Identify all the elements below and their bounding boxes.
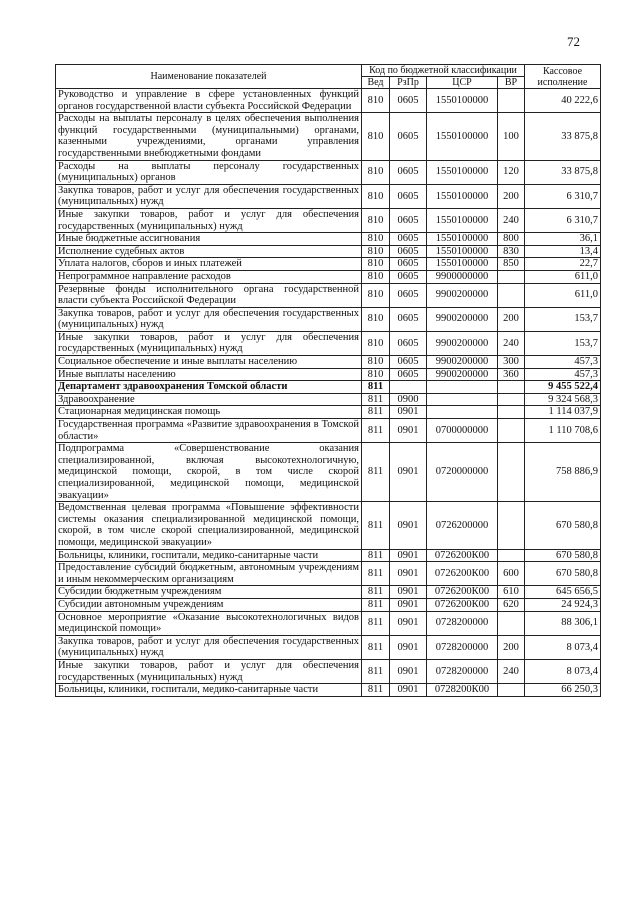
row-amount: 36,1 — [525, 233, 601, 246]
row-name: Расходы на выплаты персоналу государственных (муниципальных) органов — [56, 160, 362, 184]
row-vr: 200 — [498, 307, 525, 331]
table-row — [56, 562, 601, 586]
header-name: Наименование показателей — [56, 65, 362, 89]
row-amount: 645 656,5 — [525, 586, 601, 599]
row-name: Резервные фонды исполнительного органа государственной власти субъекта Российской Федерации — [56, 283, 362, 307]
row-rzpr: 0900 — [390, 393, 427, 406]
row-csr: 9900200000 — [427, 283, 498, 307]
row-name: Расходы на выплаты персоналу в целях обеспечения выполнения функций государственными (муниципальными) органами, казенными учреждениями, органами управления государственными внебюджетными фондами — [56, 113, 362, 160]
row-amount: 153,7 — [525, 331, 601, 355]
row-ved: 811 — [362, 381, 390, 394]
row-csr: 0720000000 — [427, 443, 498, 502]
row-vr: 850 — [498, 258, 525, 271]
table-row — [56, 381, 601, 394]
table-row — [56, 406, 601, 419]
row-name: Больницы, клиники, госпитали, медико-санитарные части — [56, 549, 362, 562]
row-name: Иные закупки товаров, работ и услуг для обеспечения государственных (муниципальных) нужд — [56, 659, 362, 683]
row-ved: 810 — [362, 113, 390, 160]
row-name: Иные закупки товаров, работ и услуг для обеспечения государственных (муниципальных) нужд — [56, 331, 362, 355]
row-amount: 6 310,7 — [525, 208, 601, 232]
row-ved: 811 — [362, 549, 390, 562]
row-vr — [498, 270, 525, 283]
row-amount: 153,7 — [525, 307, 601, 331]
row-name: Субсидии автономным учреждениям — [56, 598, 362, 611]
row-name: Государственная программа «Развитие здравоохранения в Томской области» — [56, 419, 362, 443]
row-rzpr: 0901 — [390, 635, 427, 659]
row-ved: 811 — [362, 406, 390, 419]
row-csr: 1550100000 — [427, 208, 498, 232]
row-vr: 800 — [498, 233, 525, 246]
table-body — [56, 89, 601, 697]
row-ved: 810 — [362, 160, 390, 184]
row-csr: 0700000000 — [427, 419, 498, 443]
row-vr — [498, 406, 525, 419]
header-csr: ЦСР — [427, 77, 498, 89]
row-name: Руководство и управление в сфере установленных функций органов государственной власти субъекта Российской Федерации — [56, 89, 362, 113]
row-vr — [498, 419, 525, 443]
table-row — [56, 113, 601, 160]
row-rzpr: 0605 — [390, 283, 427, 307]
row-name: Уплата налогов, сборов и иных платежей — [56, 258, 362, 271]
row-name: Непрограммное направление расходов — [56, 270, 362, 283]
row-vr — [498, 89, 525, 113]
row-amount: 33 875,8 — [525, 113, 601, 160]
row-name: Подпрограмма «Совершенствование оказания специализированной, включая высокотехнологичную, медицинской помощи, скорой, в том числе скорой специализированной, медицинской помощи, медицинской эвакуации» — [56, 443, 362, 502]
row-csr — [427, 381, 498, 394]
header-code-group: Код по бюджетной классификации — [362, 65, 525, 77]
table-row — [56, 586, 601, 599]
row-amount: 9 455 522,4 — [525, 381, 601, 394]
row-vr: 100 — [498, 113, 525, 160]
row-amount: 670 580,8 — [525, 562, 601, 586]
row-rzpr: 0901 — [390, 562, 427, 586]
row-name: Субсидии бюджетным учреждениям — [56, 586, 362, 599]
row-amount: 40 222,6 — [525, 89, 601, 113]
row-rzpr: 0901 — [390, 611, 427, 635]
row-ved: 810 — [362, 208, 390, 232]
table-row — [56, 393, 601, 406]
row-ved: 810 — [362, 89, 390, 113]
row-csr: 9900200000 — [427, 307, 498, 331]
row-rzpr: 0901 — [390, 406, 427, 419]
row-amount: 8 073,4 — [525, 635, 601, 659]
row-vr: 240 — [498, 208, 525, 232]
row-name: Иные выплаты населению — [56, 368, 362, 381]
header-ved: Вед — [362, 77, 390, 89]
row-name: Стационарная медицинская помощь — [56, 406, 362, 419]
row-rzpr: 0605 — [390, 270, 427, 283]
row-rzpr: 0605 — [390, 368, 427, 381]
table-row — [56, 184, 601, 208]
row-vr: 620 — [498, 598, 525, 611]
row-rzpr: 0605 — [390, 89, 427, 113]
row-vr: 200 — [498, 635, 525, 659]
row-csr: 9900000000 — [427, 270, 498, 283]
row-ved: 811 — [362, 635, 390, 659]
row-csr: 1550100000 — [427, 184, 498, 208]
row-ved: 810 — [362, 184, 390, 208]
table-row — [56, 598, 601, 611]
table-row — [56, 684, 601, 697]
table-row — [56, 502, 601, 549]
row-ved: 810 — [362, 258, 390, 271]
row-vr: 600 — [498, 562, 525, 586]
row-rzpr: 0605 — [390, 356, 427, 369]
table-row — [56, 258, 601, 271]
row-name: Здравоохранение — [56, 393, 362, 406]
table-row — [56, 635, 601, 659]
row-ved: 811 — [362, 659, 390, 683]
row-csr: 0726200000 — [427, 502, 498, 549]
row-ved: 811 — [362, 393, 390, 406]
row-ved: 811 — [362, 611, 390, 635]
row-amount: 670 580,8 — [525, 549, 601, 562]
table-row — [56, 356, 601, 369]
row-vr: 200 — [498, 184, 525, 208]
row-csr: 1550100000 — [427, 89, 498, 113]
header-cash: Кассовое исполнение — [525, 65, 601, 89]
row-amount: 22,7 — [525, 258, 601, 271]
row-name: Закупка товаров, работ и услуг для обеспечения государственных (муниципальных) нужд — [56, 635, 362, 659]
row-csr: 1550100000 — [427, 113, 498, 160]
row-csr: 0728200000 — [427, 659, 498, 683]
row-rzpr: 0605 — [390, 307, 427, 331]
row-amount: 8 073,4 — [525, 659, 601, 683]
row-csr: 0726200К00 — [427, 598, 498, 611]
header-rzpr: РзПр — [390, 77, 427, 89]
row-amount: 6 310,7 — [525, 184, 601, 208]
row-name: Социальное обеспечение и иные выплаты населению — [56, 356, 362, 369]
table-row — [56, 208, 601, 232]
row-csr: 0728200000 — [427, 611, 498, 635]
row-amount: 758 886,9 — [525, 443, 601, 502]
row-csr: 0726200К00 — [427, 586, 498, 599]
row-vr: 240 — [498, 659, 525, 683]
row-vr: 240 — [498, 331, 525, 355]
row-csr: 0728200К00 — [427, 684, 498, 697]
row-vr: 120 — [498, 160, 525, 184]
row-ved: 811 — [362, 419, 390, 443]
row-ved: 811 — [362, 443, 390, 502]
row-rzpr — [390, 381, 427, 394]
row-rzpr: 0901 — [390, 586, 427, 599]
table-row — [56, 443, 601, 502]
row-vr — [498, 611, 525, 635]
row-amount: 9 324 568,3 — [525, 393, 601, 406]
row-name: Закупка товаров, работ и услуг для обеспечения государственных (муниципальных) нужд — [56, 184, 362, 208]
row-rzpr: 0901 — [390, 502, 427, 549]
row-rzpr: 0901 — [390, 659, 427, 683]
table-row — [56, 331, 601, 355]
row-amount: 670 580,8 — [525, 502, 601, 549]
row-csr — [427, 406, 498, 419]
table-row — [56, 233, 601, 246]
row-rzpr: 0901 — [390, 419, 427, 443]
row-amount: 457,3 — [525, 356, 601, 369]
row-name: Иные закупки товаров, работ и услуг для обеспечения государственных (муниципальных) нужд — [56, 208, 362, 232]
table-row — [56, 283, 601, 307]
header-vr: ВР — [498, 77, 525, 89]
row-vr: 830 — [498, 245, 525, 258]
row-name: Иные бюджетные ассигнования — [56, 233, 362, 246]
row-rzpr: 0605 — [390, 245, 427, 258]
row-csr: 1550100000 — [427, 160, 498, 184]
row-ved: 811 — [362, 586, 390, 599]
row-rzpr: 0901 — [390, 598, 427, 611]
row-ved: 810 — [362, 331, 390, 355]
row-ved: 810 — [362, 283, 390, 307]
row-vr: 610 — [498, 586, 525, 599]
row-name: Исполнение судебных актов — [56, 245, 362, 258]
row-amount: 24 924,3 — [525, 598, 601, 611]
row-csr: 1550100000 — [427, 258, 498, 271]
row-csr — [427, 393, 498, 406]
row-csr: 9900200000 — [427, 356, 498, 369]
row-amount: 33 875,8 — [525, 160, 601, 184]
row-csr: 0726200К00 — [427, 549, 498, 562]
table-row — [56, 419, 601, 443]
row-vr: 300 — [498, 356, 525, 369]
row-name: Департамент здравоохранения Томской области — [56, 381, 362, 394]
row-rzpr: 0901 — [390, 443, 427, 502]
row-vr — [498, 502, 525, 549]
row-csr: 9900200000 — [427, 368, 498, 381]
table-row — [56, 659, 601, 683]
table-row — [56, 611, 601, 635]
table-row — [56, 245, 601, 258]
row-rzpr: 0605 — [390, 258, 427, 271]
row-csr: 1550100000 — [427, 233, 498, 246]
table-row — [56, 368, 601, 381]
table-row — [56, 160, 601, 184]
row-rzpr: 0605 — [390, 331, 427, 355]
row-name: Ведомственная целевая программа «Повышение эффективности системы оказания специализированной медицинской помощи, скорой, в том числе скорой специализированной, медицинской помощи, медицинской эвакуации» — [56, 502, 362, 549]
row-amount: 1 110 708,6 — [525, 419, 601, 443]
row-amount: 611,0 — [525, 270, 601, 283]
budget-table — [55, 64, 601, 697]
row-vr — [498, 381, 525, 394]
row-amount: 66 250,3 — [525, 684, 601, 697]
row-name: Закупка товаров, работ и услуг для обеспечения государственных (муниципальных) нужд — [56, 307, 362, 331]
row-rzpr: 0605 — [390, 160, 427, 184]
row-amount: 611,0 — [525, 283, 601, 307]
row-ved: 810 — [362, 356, 390, 369]
row-amount: 13,4 — [525, 245, 601, 258]
row-rzpr: 0605 — [390, 184, 427, 208]
row-vr — [498, 684, 525, 697]
row-vr — [498, 443, 525, 502]
row-amount: 88 306,1 — [525, 611, 601, 635]
row-ved: 810 — [362, 270, 390, 283]
row-ved: 811 — [362, 502, 390, 549]
table-row — [56, 307, 601, 331]
row-name: Предоставление субсидий бюджетным, автономным учреждениям и иным некоммерческим организациям — [56, 562, 362, 586]
row-ved: 810 — [362, 245, 390, 258]
row-ved: 810 — [362, 307, 390, 331]
row-ved: 810 — [362, 233, 390, 246]
row-vr — [498, 393, 525, 406]
row-vr — [498, 283, 525, 307]
row-ved: 811 — [362, 684, 390, 697]
row-rzpr: 0901 — [390, 684, 427, 697]
row-amount: 1 114 037,9 — [525, 406, 601, 419]
row-vr — [498, 549, 525, 562]
row-ved: 811 — [362, 598, 390, 611]
row-rzpr: 0901 — [390, 549, 427, 562]
row-rzpr: 0605 — [390, 208, 427, 232]
row-vr: 360 — [498, 368, 525, 381]
row-csr: 9900200000 — [427, 331, 498, 355]
page-number: 72 — [567, 34, 580, 49]
row-csr: 1550100000 — [427, 245, 498, 258]
row-csr: 0728200000 — [427, 635, 498, 659]
row-csr: 0726200К00 — [427, 562, 498, 586]
table-row — [56, 549, 601, 562]
row-rzpr: 0605 — [390, 113, 427, 160]
table-row — [56, 270, 601, 283]
row-name: Больницы, клиники, госпитали, медико-санитарные части — [56, 684, 362, 697]
table-row — [56, 89, 601, 113]
row-rzpr: 0605 — [390, 233, 427, 246]
row-ved: 810 — [362, 368, 390, 381]
row-ved: 811 — [362, 562, 390, 586]
row-amount: 457,3 — [525, 368, 601, 381]
row-name: Основное мероприятие «Оказание высокотехнологичных видов медицинской помощи» — [56, 611, 362, 635]
